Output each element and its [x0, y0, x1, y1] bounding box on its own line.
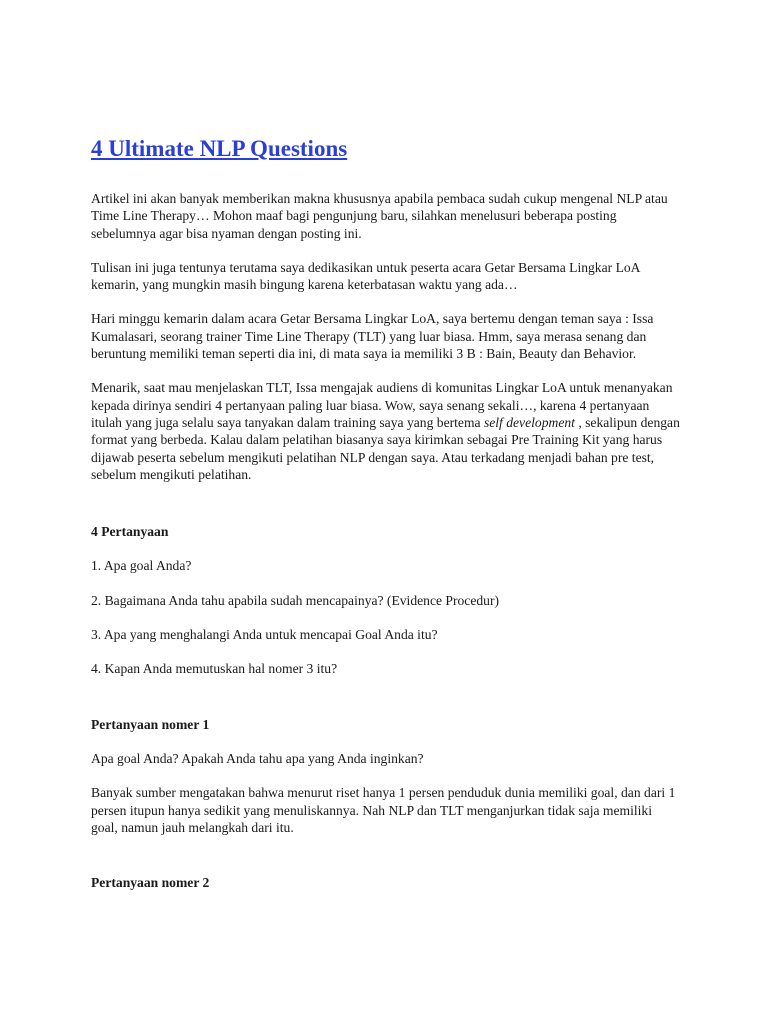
question-item-3: 3. Apa yang menghalangi Anda untuk mencapai Goal Anda itu?: [91, 627, 438, 643]
question-item-4: 4. Kapan Anda memutuskan hal nomer 3 itu?: [91, 661, 338, 677]
question-1-lead: Apa goal Anda? Apakah Anda tahu apa yang Anda inginkan?: [91, 750, 424, 766]
document-page: [91, 134, 681, 908]
question-item-2: 2. Bagaimana Anda tahu apabila sudah mencapainya? (Evidence Procedur): [91, 592, 500, 608]
paragraph-4-text-after: , sekalipun dengan format yang berbeda. Kalau dalam pelatihan biasanya saya kirimkan sebagai Pre Training Kit yang harus dijawab peserta sebelum mengikuti pelatihan NLP dengan saya. Atau terkadang menjadi bahan pre test, sebelum mengikuti pelatihan.: [91, 414, 680, 482]
question-1-heading: Pertanyaan nomer 1: [91, 716, 210, 732]
question-2-heading: Pertanyaan nomer 2: [91, 875, 210, 891]
self-development-emphasis: self development: [483, 414, 575, 430]
questions-heading: 4 Pertanyaan: [91, 524, 169, 540]
intro-paragraph-4: [91, 379, 681, 483]
intro-paragraph-1: Artikel ini akan banyak memberikan makna khususnya apabila pembaca sudah cukup mengenal NLP atau Time Line Therapy… Mohon maaf bagi pengunjung baru, silahkan menelusuri beberapa posting sebelumnya agar bisa nyaman dengan posting ini.: [91, 191, 668, 241]
paragraph-4-text-before: Menarik, saat mau menjelaskan TLT, Issa mengajak audiens di komunitas Lingkar LoA untuk menanyakan kepada dirinya sendiri 4 pertanyaan paling luar biasa. Wow, saya senang sekali…, karena 4 pertanyaan itulah yang juga selalu saya tanyakan dalam training saya yang bertema: [91, 380, 673, 430]
intro-paragraph-2: Tulisan ini juga tentunya terutama saya dedikasikan untuk peserta acara Getar Bersama Lingkar LoA kemarin, yang mungkin masih bingung karena keterbatasan waktu yang ada…: [91, 259, 640, 293]
question-item-1: 1. Apa goal Anda?: [91, 558, 192, 574]
question-1-body: Banyak sumber mengatakan bahwa menurut riset hanya 1 persen penduduk dunia memiliki goal, dan dari 1 persen itupun hanya sedikit yang menuliskannya. Nah NLP dan TLT menganjurkan tidak saja memiliki goal, namun jauh melangkah dari itu.: [91, 785, 676, 835]
intro-paragraph-3: Hari minggu kemarin dalam acara Getar Bersama Lingkar LoA, saya bertemu dengan teman saya : Issa Kumalasari, seorang trainer Time Line Therapy (TLT) yang luar biasa. Hmm, saya merasa senang dan beruntung memiliki teman seperti dia ini, di mata saya ia memiliki 3 B : Bain, Beauty dan Behavior.: [91, 311, 654, 362]
page-title: [91, 134, 681, 164]
title-link[interactable]: 4 Ultimate NLP Questions: [91, 136, 348, 161]
